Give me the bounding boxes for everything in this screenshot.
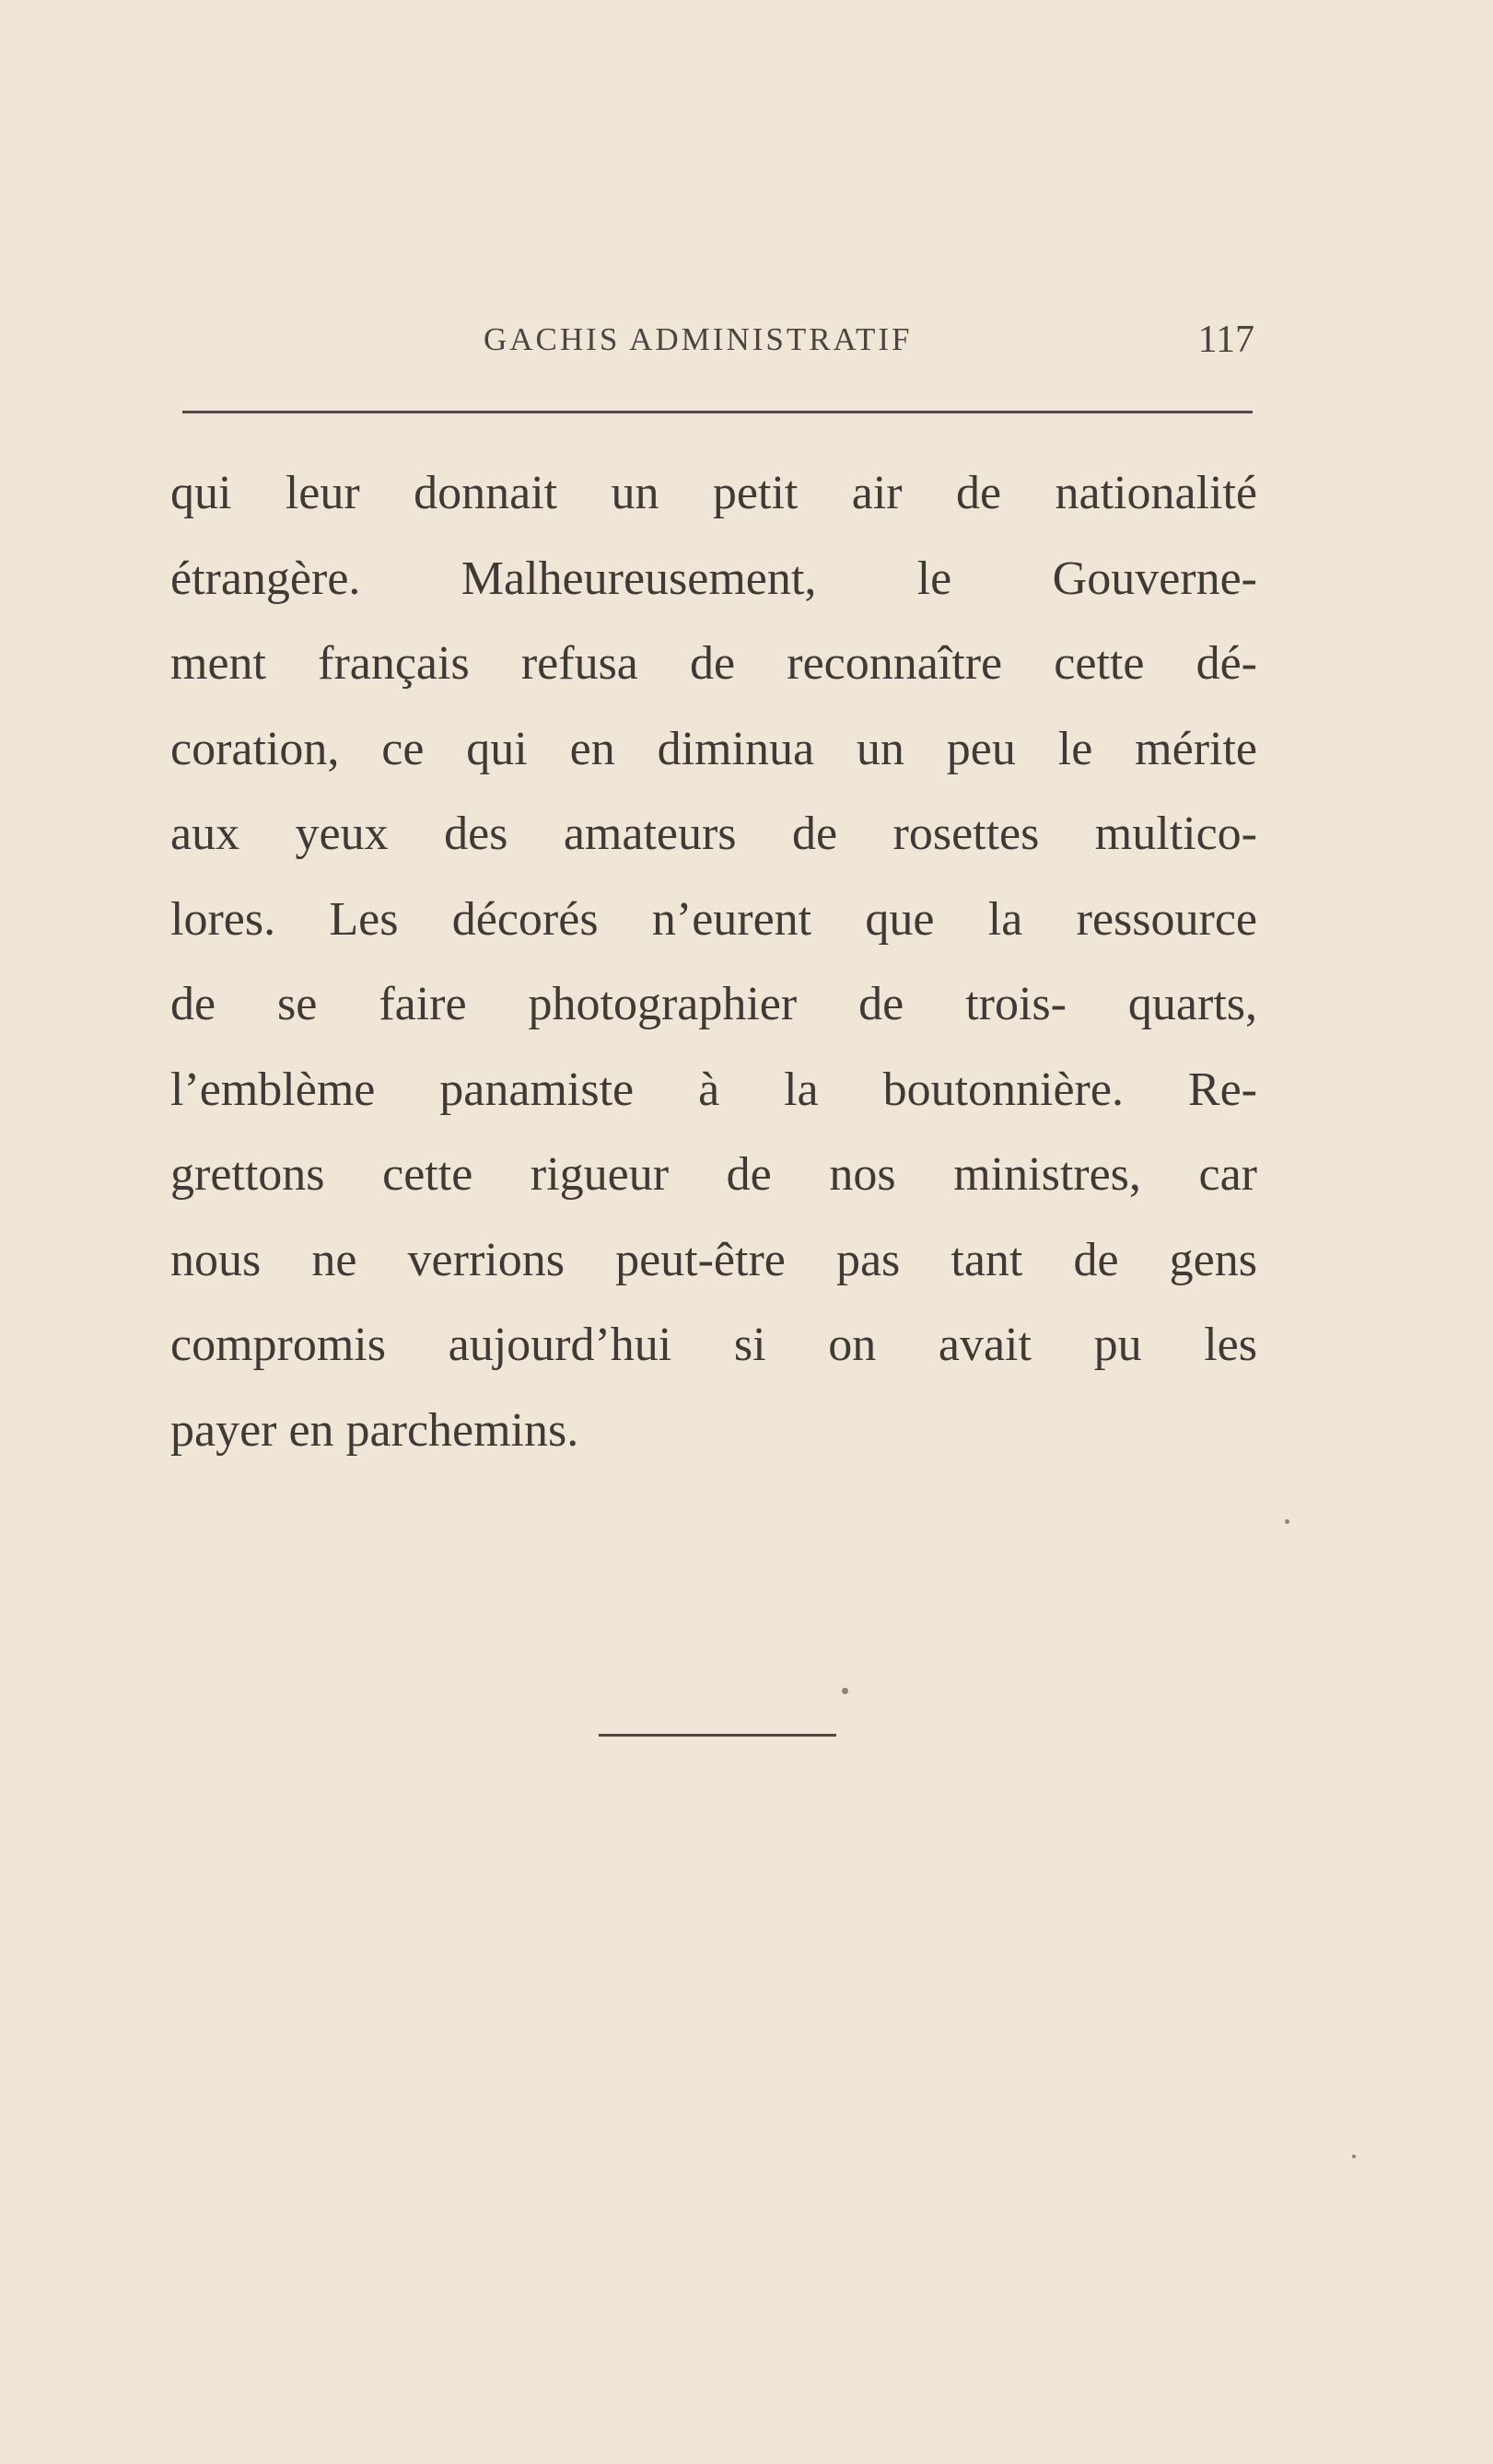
text-line: ment français refusa de reconnaître cette dé- (170, 637, 1257, 690)
text-line: aux yeux des amateurs de rosettes multico- (170, 808, 1257, 860)
text-line: de se faire photographier de trois- quarts, (170, 978, 1257, 1030)
ink-speck (1352, 2155, 1356, 2158)
page-number: 117 (1197, 319, 1254, 361)
text-line: payer en parchemins. (170, 1403, 579, 1457)
text-line: l’emblème panamiste à la boutonnière. Re- (170, 1063, 1257, 1116)
text-line: lores. Les décorés n’eurent que la ressource (170, 892, 1257, 946)
body-paragraph (170, 451, 1257, 1473)
text-line: nous ne verrions peut-être pas tant de gens (170, 1233, 1257, 1286)
page-header (170, 318, 1254, 373)
text-line: coration, ce qui en diminua un peu le mérite (170, 722, 1257, 775)
header-rule (182, 411, 1253, 413)
text-line: étrangère. Malheureusement, le Gouverne- (170, 552, 1257, 605)
running-title: GACHIS ADMINISTRATIF (484, 321, 913, 357)
text-line: grettons cette rigueur de nos ministres, car (170, 1148, 1257, 1201)
ink-speck (842, 1688, 848, 1694)
text-line: compromis aujourd’hui si on avait pu les (170, 1319, 1257, 1371)
end-rule (599, 1734, 836, 1737)
ink-speck (1285, 1519, 1289, 1524)
text-line: qui leur donnait un petit air de nationalité (170, 467, 1257, 519)
